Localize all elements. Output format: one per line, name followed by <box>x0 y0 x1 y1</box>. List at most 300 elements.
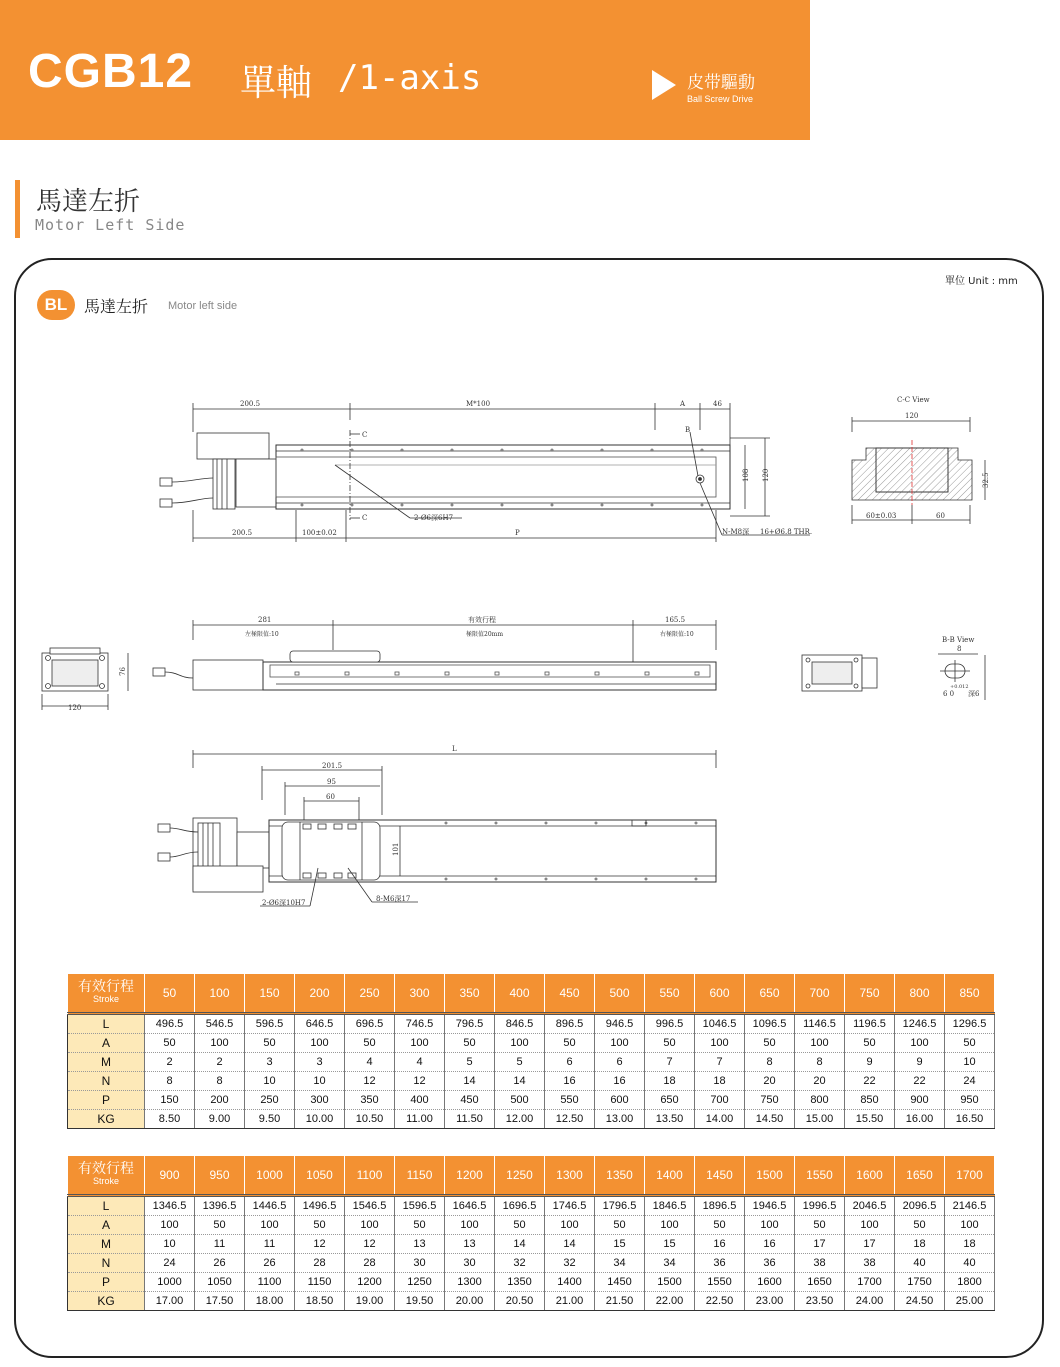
table-cell: 200 <box>195 1091 245 1110</box>
row-label: N <box>68 1072 145 1091</box>
table-cell: 646.5 <box>295 1014 345 1034</box>
stroke-value: 1050 <box>295 1156 345 1196</box>
table-cell: 450 <box>445 1091 495 1110</box>
table-cell: 546.5 <box>195 1014 245 1034</box>
row-label: A <box>68 1034 145 1053</box>
note-pin-top: 2-Ø6深6H7 <box>414 514 454 522</box>
stroke-value: 1350 <box>595 1156 645 1196</box>
table-cell: 30 <box>445 1254 495 1273</box>
table-cell: 16.00 <box>895 1110 945 1129</box>
table-cell: 23.00 <box>745 1292 795 1311</box>
stroke-value: 200 <box>295 974 345 1014</box>
dim-top-46: 46 <box>713 400 722 408</box>
table-cell: 1750 <box>895 1273 945 1292</box>
row-label: KG <box>68 1292 145 1311</box>
table-cell: 696.5 <box>345 1014 395 1034</box>
table-cell: 18 <box>895 1235 945 1254</box>
table-cell: 600 <box>595 1091 645 1110</box>
panel-title-cn: 馬達左折 <box>84 297 149 316</box>
table-cell: 6 <box>595 1053 645 1072</box>
table-cell: 100 <box>495 1034 545 1053</box>
table-cell: 32 <box>495 1254 545 1273</box>
stroke-value: 150 <box>245 974 295 1014</box>
table-cell: 100 <box>845 1216 895 1235</box>
bottom-dim-201: 201.5 <box>322 762 343 770</box>
table-cell: 300 <box>295 1091 345 1110</box>
stroke-value: 600 <box>695 974 745 1014</box>
table-cell: 20 <box>795 1072 845 1091</box>
table-cell: 13.50 <box>645 1110 695 1129</box>
table-cell: 1946.5 <box>745 1196 795 1216</box>
table-cell: 50 <box>145 1034 195 1053</box>
dim-top-a: A <box>680 400 686 408</box>
table-cell: 10.50 <box>345 1110 395 1129</box>
note-thr-bottom: 8-M6深17 <box>376 895 411 903</box>
table-cell: 12.00 <box>495 1110 545 1129</box>
section-title-cn: 馬達左折 <box>36 187 141 217</box>
table-cell: 1550 <box>695 1273 745 1292</box>
stroke-value: 1300 <box>545 1156 595 1196</box>
table-cell: 100 <box>795 1034 845 1053</box>
table-cell: 2046.5 <box>845 1196 895 1216</box>
table-cell: 18.00 <box>245 1292 295 1311</box>
table-cell: 796.5 <box>445 1014 495 1034</box>
stroke-value: 1450 <box>695 1156 745 1196</box>
table-cell: 16 <box>745 1235 795 1254</box>
table-cell: 26 <box>195 1254 245 1273</box>
table-cell: 11.00 <box>395 1110 445 1129</box>
table-cell: 24.00 <box>845 1292 895 1311</box>
table-cell: 50 <box>945 1034 995 1053</box>
table-cell: 100 <box>395 1034 445 1053</box>
table-cell: 1996.5 <box>795 1196 845 1216</box>
cc-view-height: 32.5 <box>982 472 990 488</box>
table-cell: 50 <box>295 1216 345 1235</box>
bb-view <box>938 636 985 700</box>
table-cell: 16 <box>545 1072 595 1091</box>
table-cell: 17 <box>845 1235 895 1254</box>
stroke-value: 1000 <box>245 1156 295 1196</box>
table-cell: 12 <box>395 1072 445 1091</box>
table-cell: 1396.5 <box>195 1196 245 1216</box>
table-row <box>68 1235 995 1254</box>
bottom-dim-l: L <box>452 745 457 753</box>
table-row <box>68 1110 995 1129</box>
table-cell: 50 <box>895 1216 945 1235</box>
table-cell: 34 <box>595 1254 645 1273</box>
table-cell: 100 <box>295 1034 345 1053</box>
table-cell: 8 <box>795 1053 845 1072</box>
table-cell: 1046.5 <box>695 1014 745 1034</box>
table-cell: 50 <box>845 1034 895 1053</box>
table-cell: 1296.5 <box>945 1014 995 1034</box>
table-cell: 8.50 <box>145 1110 195 1129</box>
table-cell: 1500 <box>645 1273 695 1292</box>
side-dim-165: 165.5 <box>665 616 686 624</box>
table-cell: 100 <box>645 1216 695 1235</box>
table-cell: 26 <box>245 1254 295 1273</box>
table-cell: 50 <box>245 1034 295 1053</box>
row-label: N <box>68 1254 145 1273</box>
row-label: P <box>68 1273 145 1292</box>
end-view-height: 76 <box>119 667 127 676</box>
stroke-value: 1400 <box>645 1156 695 1196</box>
table-cell: 100 <box>145 1216 195 1235</box>
table-cell: 100 <box>945 1216 995 1235</box>
table-cell: 19.50 <box>395 1292 445 1311</box>
section-c-top: C <box>362 431 368 439</box>
table-cell: 1796.5 <box>595 1196 645 1216</box>
stroke-value: 800 <box>895 974 945 1014</box>
table-cell: 100 <box>245 1216 295 1235</box>
bl-badge: BL <box>37 290 75 320</box>
table-cell: 18 <box>645 1072 695 1091</box>
table-cell: 8 <box>145 1072 195 1091</box>
stroke-value: 650 <box>745 974 795 1014</box>
table-cell: 50 <box>795 1216 845 1235</box>
row-label: L <box>68 1196 145 1216</box>
bb-view-depth: 深6 <box>968 690 980 698</box>
cc-view-right: 60 <box>936 512 945 520</box>
table-cell: 14 <box>495 1072 545 1091</box>
table-cell: 50 <box>595 1216 645 1235</box>
table-cell: 1096.5 <box>745 1014 795 1034</box>
table-cell: 10 <box>295 1072 345 1091</box>
table-cell: 100 <box>595 1034 645 1053</box>
table-row <box>68 1034 995 1053</box>
table-cell: 10 <box>145 1235 195 1254</box>
stroke-value: 1500 <box>745 1156 795 1196</box>
table-cell: 1846.5 <box>645 1196 695 1216</box>
table-cell: 1200 <box>345 1273 395 1292</box>
table-cell: 8 <box>195 1072 245 1091</box>
table-cell: 50 <box>195 1216 245 1235</box>
side-dim-281: 281 <box>258 616 272 624</box>
panel-title-en: Motor left side <box>168 300 238 312</box>
table-cell: 1150 <box>295 1273 345 1292</box>
table-cell: 550 <box>545 1091 595 1110</box>
table-cell: 250 <box>245 1091 295 1110</box>
table-row <box>68 1254 995 1273</box>
table-cell: 19.00 <box>345 1292 395 1311</box>
table-cell: 22 <box>845 1072 895 1091</box>
stroke-value: 250 <box>345 974 395 1014</box>
table-cell: 150 <box>145 1091 195 1110</box>
bottom-dim-101: 101 <box>392 842 400 856</box>
table-cell: 2096.5 <box>895 1196 945 1216</box>
section-b: B <box>685 426 691 434</box>
table-cell: 1400 <box>545 1273 595 1292</box>
stroke-value: 1100 <box>345 1156 395 1196</box>
table-cell: 100 <box>745 1216 795 1235</box>
table-cell: 100 <box>445 1216 495 1235</box>
table-cell: 25.00 <box>945 1292 995 1311</box>
table-cell: 18 <box>945 1235 995 1254</box>
side-dim-165-note: 右極限值:10 <box>660 631 694 638</box>
table-cell: 50 <box>345 1034 395 1053</box>
table-cell: 11 <box>195 1235 245 1254</box>
table-cell: 2 <box>145 1053 195 1072</box>
row-label: A <box>68 1216 145 1235</box>
dim-bottom-100: 100±0.02 <box>302 529 337 537</box>
table-cell: 17.50 <box>195 1292 245 1311</box>
table-cell: 14 <box>445 1072 495 1091</box>
table-cell: 100 <box>345 1216 395 1235</box>
section-c-bottom: C <box>362 514 368 522</box>
table-cell: 1700 <box>845 1273 895 1292</box>
stroke-value: 350 <box>445 974 495 1014</box>
table-cell: 8 <box>745 1053 795 1072</box>
stroke-value: 700 <box>795 974 845 1014</box>
table-cell: 24 <box>145 1254 195 1273</box>
table-row <box>68 1072 995 1091</box>
table-cell: 16 <box>595 1072 645 1091</box>
stroke-value: 1700 <box>945 1156 995 1196</box>
end-view-width: 120 <box>68 704 82 712</box>
table-cell: 50 <box>745 1034 795 1053</box>
table-cell: 13 <box>445 1235 495 1254</box>
table-cell: 18 <box>695 1072 745 1091</box>
dim-h-108: 108 <box>742 468 750 482</box>
table-row <box>68 1292 995 1311</box>
side-dim-stroke: 有效行程 <box>468 616 496 624</box>
table-cell: 23.50 <box>795 1292 845 1311</box>
bb-view-dia: 6 0 <box>943 690 955 698</box>
table-cell: 3 <box>245 1053 295 1072</box>
top-view <box>160 400 812 542</box>
table-cell: 10 <box>245 1072 295 1091</box>
table-cell: 28 <box>345 1254 395 1273</box>
cc-view-left: 60±0.03 <box>866 512 897 520</box>
table-cell: 1646.5 <box>445 1196 495 1216</box>
table-cell: 996.5 <box>645 1014 695 1034</box>
table-cell: 20.00 <box>445 1292 495 1311</box>
table-row <box>68 1014 995 1034</box>
table-cell: 1596.5 <box>395 1196 445 1216</box>
table-cell: 21.50 <box>595 1292 645 1311</box>
section-title-en: Motor Left Side <box>35 216 186 234</box>
table-cell: 900 <box>895 1091 945 1110</box>
row-label: L <box>68 1014 145 1034</box>
table-cell: 36 <box>695 1254 745 1273</box>
table-cell: 9 <box>845 1053 895 1072</box>
table-cell: 1746.5 <box>545 1196 595 1216</box>
table-cell: 40 <box>945 1254 995 1273</box>
dim-h-120: 120 <box>762 468 770 482</box>
bottom-dim-95: 95 <box>327 778 336 786</box>
dim-bottom-p: P <box>515 529 520 537</box>
table-cell: 7 <box>695 1053 745 1072</box>
table-cell: 14.50 <box>745 1110 795 1129</box>
table-cell: 50 <box>545 1034 595 1053</box>
table-row <box>68 1273 995 1292</box>
dim-top-m100: M*100 <box>466 400 491 408</box>
table-cell: 38 <box>845 1254 895 1273</box>
side-view <box>42 615 877 712</box>
table-cell: 28 <box>295 1254 345 1273</box>
table-cell: 32 <box>545 1254 595 1273</box>
table-cell: 650 <box>645 1091 695 1110</box>
table-cell: 846.5 <box>495 1014 545 1034</box>
spec-table-1-header <box>68 974 995 1014</box>
table-cell: 1050 <box>195 1273 245 1292</box>
table-cell: 2146.5 <box>945 1196 995 1216</box>
bottom-view <box>158 745 716 907</box>
stroke-value: 950 <box>195 1156 245 1196</box>
note-pin-bottom: 2-Ø6深10H7 <box>262 899 306 907</box>
stroke-value: 1150 <box>395 1156 445 1196</box>
table-cell: 100 <box>895 1034 945 1053</box>
table-row <box>68 1196 995 1216</box>
axis-title-en: /1-axis <box>338 58 482 98</box>
table-cell: 4 <box>345 1053 395 1072</box>
table-cell: 20 <box>745 1072 795 1091</box>
stroke-header: 有效行程 Stroke <box>68 974 145 1014</box>
stroke-value: 1600 <box>845 1156 895 1196</box>
table-cell: 30 <box>395 1254 445 1273</box>
table-cell: 13 <box>395 1235 445 1254</box>
table-cell: 1300 <box>445 1273 495 1292</box>
table-cell: 40 <box>895 1254 945 1273</box>
table-cell: 22.50 <box>695 1292 745 1311</box>
table-cell: 1146.5 <box>795 1014 845 1034</box>
bb-view-width: 8 <box>957 645 962 653</box>
table-cell: 1250 <box>395 1273 445 1292</box>
stroke-value: 100 <box>195 974 245 1014</box>
bb-view-title: B-B View <box>942 636 975 644</box>
table-cell: 14 <box>545 1235 595 1254</box>
stroke-value: 1250 <box>495 1156 545 1196</box>
spec-table-2-header <box>68 1156 995 1196</box>
drive-type-cn: 皮带驅動 <box>687 73 755 93</box>
table-cell: 17 <box>795 1235 845 1254</box>
table-cell: 1800 <box>945 1273 995 1292</box>
row-label: M <box>68 1053 145 1072</box>
row-label: P <box>68 1091 145 1110</box>
table-cell: 1650 <box>795 1273 845 1292</box>
table-cell: 9 <box>895 1053 945 1072</box>
table-cell: 1346.5 <box>145 1196 195 1216</box>
table-row <box>68 1091 995 1110</box>
table-row <box>68 1216 995 1235</box>
axis-title-cn: 單軸 <box>240 63 313 104</box>
table-cell: 100 <box>195 1034 245 1053</box>
table-cell: 12 <box>295 1235 345 1254</box>
table-cell: 9.50 <box>245 1110 295 1129</box>
stroke-value: 900 <box>145 1156 195 1196</box>
table-cell: 12 <box>345 1235 395 1254</box>
stroke-value: 550 <box>645 974 695 1014</box>
table-cell: 1696.5 <box>495 1196 545 1216</box>
cc-view <box>852 396 990 524</box>
table-cell: 1450 <box>595 1273 645 1292</box>
table-cell: 38 <box>795 1254 845 1273</box>
stroke-value: 400 <box>495 974 545 1014</box>
table-cell: 2 <box>195 1053 245 1072</box>
stroke-value: 300 <box>395 974 445 1014</box>
table-cell: 596.5 <box>245 1014 295 1034</box>
table-cell: 896.5 <box>545 1014 595 1034</box>
table-cell: 50 <box>645 1034 695 1053</box>
table-cell: 5 <box>445 1053 495 1072</box>
row-label: KG <box>68 1110 145 1129</box>
table-cell: 16 <box>695 1235 745 1254</box>
table-cell: 1600 <box>745 1273 795 1292</box>
table-cell: 14.00 <box>695 1110 745 1129</box>
table-cell: 400 <box>395 1091 445 1110</box>
table-cell: 800 <box>795 1091 845 1110</box>
table-row <box>68 1053 995 1072</box>
spec-table-2 <box>67 1155 995 1311</box>
table-cell: 50 <box>445 1034 495 1053</box>
table-cell: 34 <box>645 1254 695 1273</box>
note-thr2-top: 16+Ø6.8 THR. <box>760 528 813 536</box>
table-cell: 1100 <box>245 1273 295 1292</box>
table-cell: 5 <box>495 1053 545 1072</box>
table-cell: 24.50 <box>895 1292 945 1311</box>
table-cell: 1196.5 <box>845 1014 895 1034</box>
table-cell: 4 <box>395 1053 445 1072</box>
table-cell: 14 <box>495 1235 545 1254</box>
stroke-value: 1200 <box>445 1156 495 1196</box>
table-cell: 3 <box>295 1053 345 1072</box>
table-cell: 1546.5 <box>345 1196 395 1216</box>
table-cell: 15.50 <box>845 1110 895 1129</box>
model-title: CGB12 <box>28 45 194 98</box>
table-cell: 24 <box>945 1072 995 1091</box>
table-cell: 50 <box>495 1216 545 1235</box>
table-cell: 21.00 <box>545 1292 595 1311</box>
table-cell: 50 <box>695 1216 745 1235</box>
stroke-value: 50 <box>145 974 195 1014</box>
table-cell: 100 <box>545 1216 595 1235</box>
table-cell: 11.50 <box>445 1110 495 1129</box>
dim-bottom-200: 200.5 <box>232 529 253 537</box>
bottom-dim-60: 60 <box>326 793 335 801</box>
table-cell: 10.00 <box>295 1110 345 1129</box>
table-cell: 22 <box>895 1072 945 1091</box>
table-cell: 700 <box>695 1091 745 1110</box>
stroke-header: 有效行程 Stroke <box>68 1156 145 1196</box>
table-cell: 950 <box>945 1091 995 1110</box>
table-cell: 36 <box>745 1254 795 1273</box>
table-cell: 20.50 <box>495 1292 545 1311</box>
table-cell: 850 <box>845 1091 895 1110</box>
table-cell: 946.5 <box>595 1014 645 1034</box>
table-cell: 11 <box>245 1235 295 1254</box>
table-cell: 1496.5 <box>295 1196 345 1216</box>
note-thr-top: N-M8深 <box>722 528 750 536</box>
table-cell: 15 <box>645 1235 695 1254</box>
table-cell: 750 <box>745 1091 795 1110</box>
table-cell: 1350 <box>495 1273 545 1292</box>
table-cell: 1000 <box>145 1273 195 1292</box>
stroke-value: 750 <box>845 974 895 1014</box>
table-cell: 22.00 <box>645 1292 695 1311</box>
table-cell: 12.50 <box>545 1110 595 1129</box>
table-cell: 100 <box>695 1034 745 1053</box>
table-cell: 9.00 <box>195 1110 245 1129</box>
stroke-value: 1650 <box>895 1156 945 1196</box>
table-cell: 496.5 <box>145 1014 195 1034</box>
spec-table-1 <box>67 973 995 1129</box>
drive-type-en: Ball Screw Drive <box>687 94 754 104</box>
table-cell: 12 <box>345 1072 395 1091</box>
table-cell: 17.00 <box>145 1292 195 1311</box>
cc-view-width: 120 <box>905 412 919 420</box>
side-dim-281-note: 左極限值:10 <box>245 631 279 638</box>
table-cell: 1446.5 <box>245 1196 295 1216</box>
